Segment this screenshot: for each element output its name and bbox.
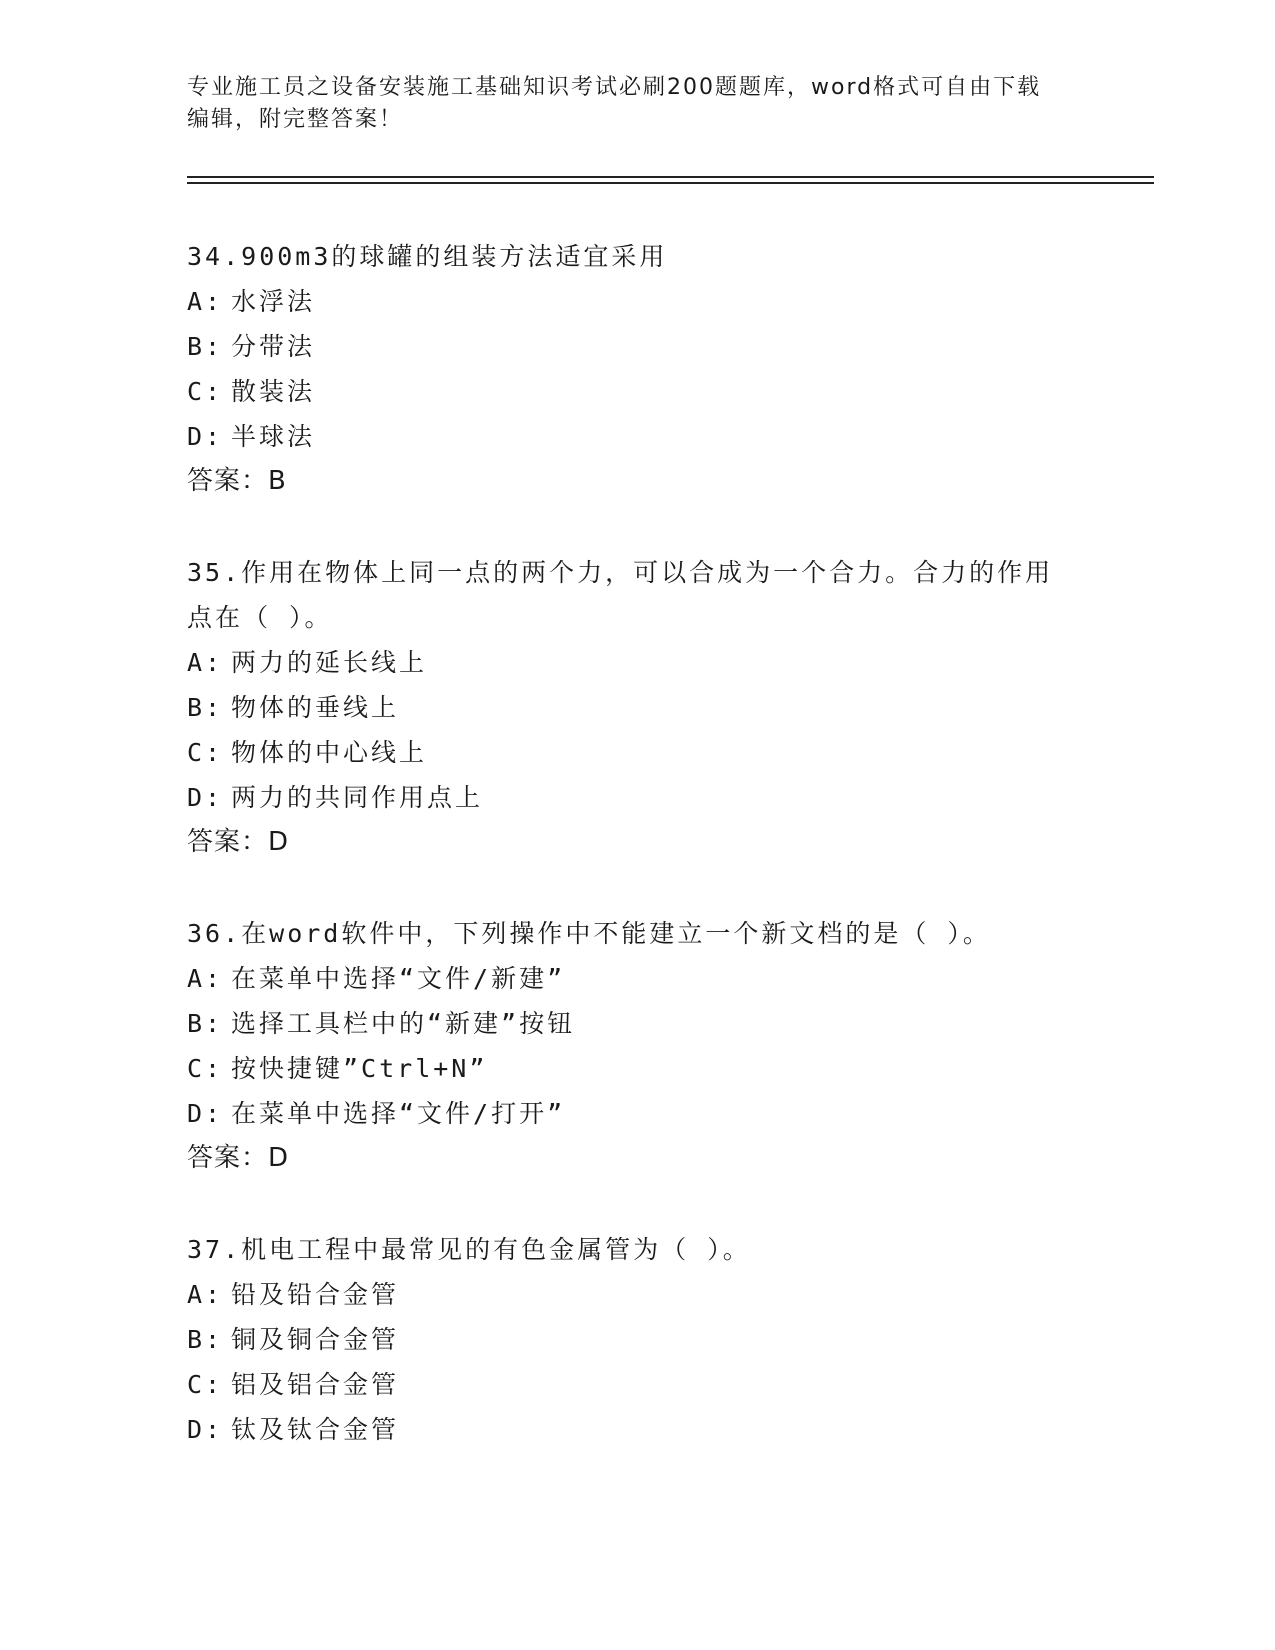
option-letter: B: <box>187 332 224 361</box>
option-c <box>187 1046 1087 1091</box>
option-d <box>187 414 1087 459</box>
option-letter: A: <box>187 1280 224 1309</box>
option-letter: B: <box>187 693 224 722</box>
option-text: 铝及铝合金管 <box>231 1370 400 1399</box>
option-c <box>187 1362 1087 1407</box>
option-letter: B: <box>187 1009 224 1038</box>
option-c <box>187 369 1087 414</box>
question-34 <box>187 234 1087 504</box>
option-text: 在菜单中选择“文件/打开” <box>231 1099 566 1128</box>
answer-line: 答案：B <box>187 466 287 496</box>
question-stem-line: 37.机电工程中最常见的有色金属管为（ ）。 <box>187 1235 751 1264</box>
option-letter: A: <box>187 964 224 993</box>
option-text: 铅及铅合金管 <box>231 1280 400 1309</box>
option-text: 物体的垂线上 <box>231 693 400 722</box>
question-stem-line: 35.作用在物体上同一点的两个力，可以合成为一个合力。合力的作用 <box>187 558 1054 587</box>
question-stem-line: 36.在word软件中，下列操作中不能建立一个新文档的是（ ）。 <box>187 919 991 948</box>
option-letter: D: <box>187 1099 224 1128</box>
option-d <box>187 1091 1087 1136</box>
option-text: 散装法 <box>231 377 316 406</box>
question-stem <box>187 1227 1087 1272</box>
option-letter: A: <box>187 648 224 677</box>
option-letter: C: <box>187 377 224 406</box>
option-b <box>187 1001 1087 1046</box>
header-divider-bottom <box>187 182 1154 184</box>
option-text: 钛及钛合金管 <box>231 1415 400 1444</box>
question-36 <box>187 911 1087 1181</box>
option-text: 两力的延长线上 <box>231 648 428 677</box>
header-divider-top <box>187 176 1154 178</box>
question-stem <box>187 911 1087 956</box>
option-a <box>187 956 1087 1001</box>
option-letter: C: <box>187 738 224 767</box>
option-text: 物体的中心线上 <box>231 738 428 767</box>
option-letter: A: <box>187 287 224 316</box>
option-b <box>187 1317 1087 1362</box>
option-text: 按快捷键”Ctrl+N” <box>231 1054 488 1083</box>
question-stem <box>187 550 1087 640</box>
option-text: 水浮法 <box>231 287 316 316</box>
option-letter: C: <box>187 1054 224 1083</box>
question-35 <box>187 550 1087 865</box>
option-text: 两力的共同作用点上 <box>231 783 484 812</box>
header-line-1: 专业施工员之设备安装施工基础知识考试必刷200题题库，word格式可自由下载 <box>187 75 1042 100</box>
option-b <box>187 324 1087 369</box>
answer-line: 答案：D <box>187 1143 290 1173</box>
option-letter: D: <box>187 422 224 451</box>
answer-line: 答案：D <box>187 827 290 857</box>
option-c <box>187 730 1087 775</box>
option-text: 半球法 <box>231 422 316 451</box>
option-letter: D: <box>187 783 224 812</box>
option-a <box>187 1272 1087 1317</box>
option-text: 在菜单中选择“文件/新建” <box>231 964 566 993</box>
option-text: 铜及铜合金管 <box>231 1325 400 1354</box>
question-stem-line: 34.900m3的球罐的组装方法适宜采用 <box>187 242 668 271</box>
document-header <box>187 72 1067 136</box>
question-list <box>187 234 1087 1498</box>
header-line-2: 编辑，附完整答案！ <box>187 107 404 132</box>
option-letter: C: <box>187 1370 224 1399</box>
option-text: 选择工具栏中的“新建”按钮 <box>231 1009 576 1038</box>
question-37 <box>187 1227 1087 1452</box>
question-stem <box>187 234 1087 279</box>
option-d <box>187 775 1087 820</box>
question-stem-line: 点在（ ）。 <box>187 603 333 632</box>
option-d <box>187 1407 1087 1452</box>
option-text: 分带法 <box>231 332 316 361</box>
option-a <box>187 279 1087 324</box>
option-letter: B: <box>187 1325 224 1354</box>
option-letter: D: <box>187 1415 224 1444</box>
option-a <box>187 640 1087 685</box>
option-b <box>187 685 1087 730</box>
